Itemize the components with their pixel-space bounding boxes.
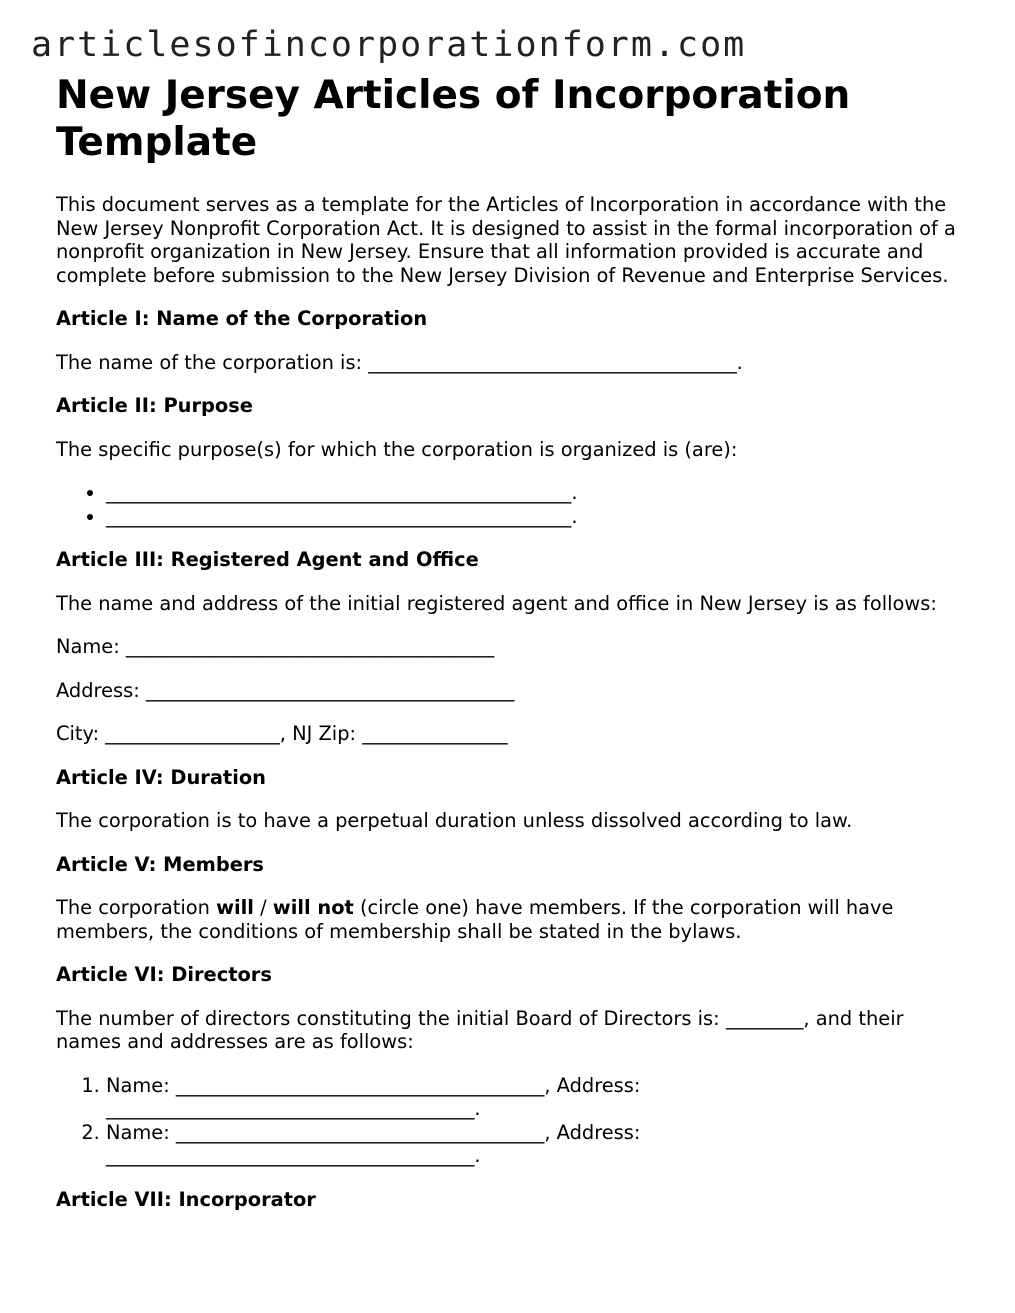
- intro-paragraph: This document serves as a template for the Articles of Incorporation in accordance with the New Jersey Nonprofit Corporation Act. It is designed to assist in the formal incorporation of a nonprofit organization in New Jersey. Ensure that all information provided is accurate and complete before submission to the New Jersey Division of Revenue and Enterprise Services.: [56, 193, 956, 287]
- purpose-list: [56, 481, 966, 528]
- article-1-heading: Article I: Name of the Corporation: [56, 307, 428, 330]
- option-separator: /: [253, 896, 273, 919]
- article-7-heading: Article VII: Incorporator: [56, 1187, 316, 1211]
- agent-name-line: Name: ______________________________________: [56, 635, 495, 658]
- article-6-heading: Article VI: Directors: [56, 963, 272, 986]
- director-item: 1. Name: ______________________________________, Address: ______________________________________.: [106, 1074, 966, 1121]
- purpose-item: • ________________________________________________.: [106, 481, 966, 505]
- document-body: [56, 72, 966, 1231]
- site-watermark: articlesofincorporationform.com: [31, 25, 747, 65]
- article-4-text: The corporation is to have a perpetual duration unless dissolved according to law.: [56, 809, 853, 832]
- option-will: will: [216, 896, 254, 919]
- members-text-before: The corporation: [56, 896, 217, 919]
- article-3-heading: Article III: Registered Agent and Office: [56, 548, 479, 571]
- article-5-text: [56, 896, 966, 943]
- article-4-heading: Article IV: Duration: [56, 765, 266, 789]
- page-title: New Jersey Articles of Incorporation Template: [56, 73, 851, 165]
- article-3-text: The name and address of the initial registered agent and office in New Jersey is as follows:: [56, 591, 937, 615]
- article-2-text: The specific purpose(s) for which the corporation is organized is (are):: [56, 437, 738, 461]
- option-will-not: will not: [272, 896, 354, 919]
- members-text-after: (circle one) have members. If the corporation will have members, the conditions of membership shall be stated in the bylaws.: [56, 896, 894, 943]
- purpose-item: • ________________________________________________.: [106, 505, 966, 529]
- article-2-heading: Article II: Purpose: [56, 394, 253, 417]
- agent-address-line: Address: ______________________________________: [56, 678, 515, 702]
- article-1-text: The name of the corporation is: ______________________________________.: [56, 350, 743, 374]
- article-6-text: The number of directors constituting the initial Board of Directors is: ________, and their names and addresses are as follows:: [56, 1006, 904, 1053]
- directors-list: [56, 1074, 966, 1168]
- agent-city-zip-line: City: __________________, NJ Zip: _______________: [56, 722, 508, 745]
- director-item: 2. Name: ______________________________________, Address: ______________________________________.: [106, 1121, 966, 1168]
- article-5-heading: Article V: Members: [56, 852, 264, 876]
